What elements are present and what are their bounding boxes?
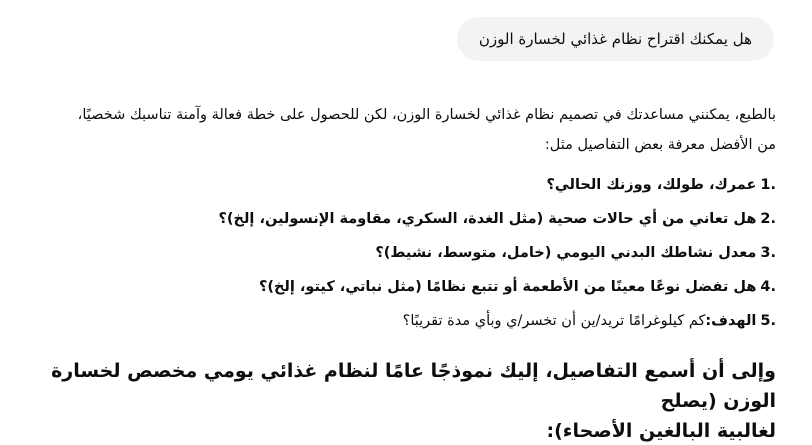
heading-line-1: وإلى أن أسمع التفاصيل، إليك نموذجًا عامًا لنظام غذائي يومي مخصص لخسارة الوزن (يصلح: [51, 360, 776, 412]
list-item: [36, 202, 776, 236]
list-item-number: 2.: [760, 211, 776, 227]
list-item: [36, 304, 776, 338]
intro-line-2: من الأفضل معرفة بعض التفاصيل مثل:: [544, 137, 776, 153]
section-heading: [36, 356, 776, 445]
questions-list: [36, 168, 776, 338]
list-item-text: معدل نشاطك البدني اليومي (خامل، متوسط، نشيط)؟: [375, 245, 757, 261]
list-item-number: 3.: [760, 245, 776, 261]
list-item: [36, 236, 776, 270]
list-item-text: عمرك، طولك، ووزنك الحالي؟: [546, 177, 757, 193]
assistant-message: [36, 100, 776, 445]
assistant-intro: [36, 100, 776, 160]
list-item-text: هل تفضل نوعًا معينًا من الأطعمة أو تتبع نظامًا (مثل نباتي، كيتو، إلخ)؟: [258, 279, 757, 295]
list-item-text: هل تعاني من أي حالات صحية (مثل الغدة، السكري، مقاومة الإنسولين، إلخ)؟: [218, 211, 757, 227]
list-item-number: 5.: [760, 313, 776, 329]
list-item-number: 4.: [760, 279, 776, 295]
list-item-label: الهدف:: [705, 313, 757, 329]
list-item: [36, 168, 776, 202]
list-item: [36, 270, 776, 304]
user-message-bubble: [457, 17, 774, 61]
user-message-text: هل يمكنك اقتراح نظام غذائي لخسارة الوزن: [478, 30, 752, 48]
list-item-text: كم كيلوغرامًا تريد/ين أن تخسر/ي وبأي مدة تقريبًا؟: [402, 313, 706, 329]
heading-line-2: لغالبية البالغين الأصحاء):: [546, 420, 776, 442]
intro-line-1: بالطبع، يمكنني مساعدتك في تصميم نظام غذائي لخسارة الوزن، لكن للحصول على خطة فعالة وآمنة تناسبك شخصيًا،: [77, 107, 776, 123]
list-item-number: 1.: [760, 177, 776, 193]
